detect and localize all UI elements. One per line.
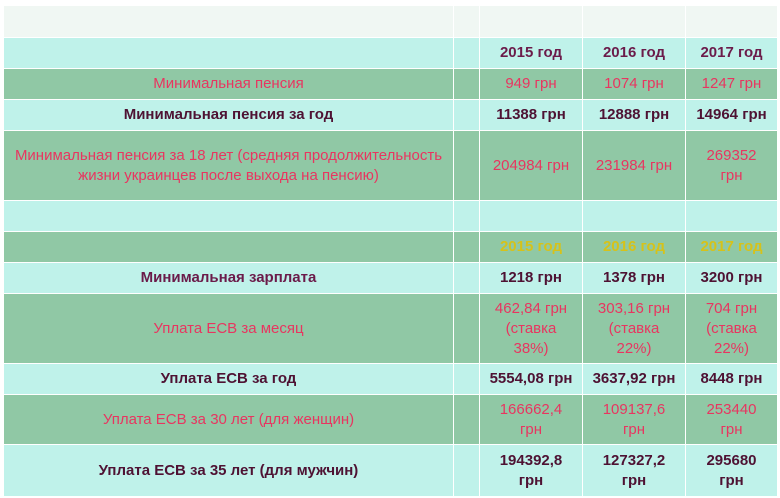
table-row <box>4 445 778 497</box>
year-header-2015: 2015 год <box>480 38 583 69</box>
year-header-2017: 2017 год <box>686 232 778 263</box>
table-row <box>4 364 778 395</box>
spacer-cell <box>454 263 480 294</box>
value-cell: 231984 грн <box>583 131 686 201</box>
value-cell: 194392,8 грн <box>480 445 583 497</box>
table-row <box>4 201 778 232</box>
empty-cell <box>4 201 454 232</box>
year-header-2016: 2016 год <box>583 38 686 69</box>
year-header-2016: 2016 год <box>583 232 686 263</box>
value-cell: 204984 грн <box>480 131 583 201</box>
spacer-cell <box>454 69 480 100</box>
row-label: Уплата ЕСВ за год <box>4 364 454 395</box>
row-label: Уплата ЕСВ за месяц <box>4 294 454 364</box>
empty-cell <box>480 6 583 38</box>
year-header-2015: 2015 год <box>480 232 583 263</box>
empty-cell <box>4 6 454 38</box>
empty-cell <box>686 6 778 38</box>
table-row <box>4 131 778 201</box>
row-label: Минимальная пенсия <box>4 69 454 100</box>
spacer-cell <box>454 100 480 131</box>
table-row <box>4 294 778 364</box>
value-cell: 109137,6 грн <box>583 395 686 445</box>
row-label: Уплата ЕСВ за 35 лет (для мужчин) <box>4 445 454 497</box>
value-cell: 8448 грн <box>686 364 778 395</box>
spacer-cell <box>454 6 480 38</box>
table-row <box>4 395 778 445</box>
value-cell: 1378 грн <box>583 263 686 294</box>
table-row <box>4 263 778 294</box>
value-cell: 269352 грн <box>686 131 778 201</box>
value-cell: 1247 грн <box>686 69 778 100</box>
esv-year-header-row <box>4 232 778 263</box>
empty-cell <box>480 201 583 232</box>
value-cell: 1074 грн <box>583 69 686 100</box>
value-cell: 462,84 грн (ставка 38%) <box>480 294 583 364</box>
value-cell: 704 грн (ставка 22%) <box>686 294 778 364</box>
row-label: Уплата ЕСВ за 30 лет (для женщин) <box>4 395 454 445</box>
row-label: Минимальная пенсия за 18 лет (средняя продолжительность жизни украинцев после выхода на пенсию) <box>4 131 454 201</box>
value-cell: 949 грн <box>480 69 583 100</box>
value-cell: 3200 грн <box>686 263 778 294</box>
table-row <box>4 100 778 131</box>
empty-cell <box>686 201 778 232</box>
table-row <box>4 69 778 100</box>
pension-esv-table <box>3 5 778 497</box>
value-cell: 127327,2 грн <box>583 445 686 497</box>
value-cell: 5554,08 грн <box>480 364 583 395</box>
pension-year-header-row <box>4 38 778 69</box>
spacer-cell <box>454 445 480 497</box>
value-cell: 166662,4 грн <box>480 395 583 445</box>
value-cell: 295680 грн <box>686 445 778 497</box>
value-cell: 1218 грн <box>480 263 583 294</box>
spacer-cell <box>454 131 480 201</box>
spacer-cell <box>454 395 480 445</box>
spacer-cell <box>454 294 480 364</box>
value-cell: 253440 грн <box>686 395 778 445</box>
row-label: Минимальная пенсия за год <box>4 100 454 131</box>
value-cell: 12888 грн <box>583 100 686 131</box>
empty-cell <box>583 6 686 38</box>
value-cell: 14964 грн <box>686 100 778 131</box>
spacer-cell <box>454 364 480 395</box>
year-header-2017: 2017 год <box>686 38 778 69</box>
spacer-cell <box>454 201 480 232</box>
empty-cell <box>583 201 686 232</box>
table-wrapper <box>3 5 778 497</box>
spacer-cell <box>454 38 480 69</box>
value-cell: 3637,92 грн <box>583 364 686 395</box>
empty-cell <box>4 38 454 69</box>
value-cell: 303,16 грн (ставка 22%) <box>583 294 686 364</box>
row-label: Минимальная зарплата <box>4 263 454 294</box>
table-row <box>4 6 778 38</box>
value-cell: 11388 грн <box>480 100 583 131</box>
spacer-cell <box>454 232 480 263</box>
empty-cell <box>4 232 454 263</box>
